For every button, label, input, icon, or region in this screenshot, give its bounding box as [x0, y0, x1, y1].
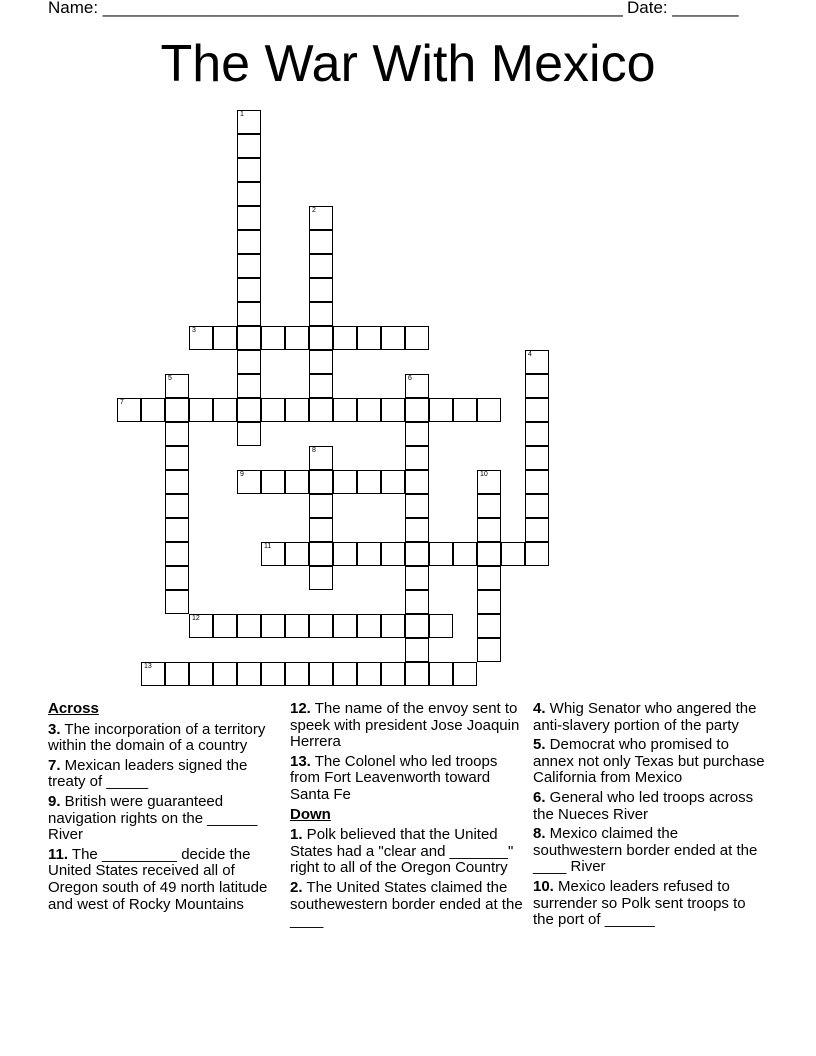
clue-number: 5 [168, 375, 172, 382]
crossword-cell[interactable] [285, 542, 309, 566]
crossword-cell[interactable] [309, 542, 333, 566]
crossword-cell[interactable] [405, 326, 429, 350]
crossword-cell[interactable] [165, 566, 189, 590]
crossword-cell[interactable] [357, 614, 381, 638]
clue-number-label: 5. [533, 736, 546, 754]
crossword-cell[interactable] [237, 182, 261, 206]
crossword-cell[interactable] [333, 470, 357, 494]
crossword-cell[interactable] [477, 470, 501, 494]
clue-text: The name of the envoy sent to speek with president Jose Joaquin Herrera [290, 700, 520, 751]
crossword-cell[interactable] [165, 374, 189, 398]
crossword-cell[interactable] [237, 398, 261, 422]
crossword-cell[interactable] [477, 638, 501, 662]
crossword-cell[interactable] [309, 566, 333, 590]
crossword-cell[interactable] [357, 470, 381, 494]
clue-item [48, 758, 280, 791]
clue-item [533, 737, 765, 787]
crossword-cell[interactable] [237, 374, 261, 398]
crossword-cell[interactable] [405, 542, 429, 566]
clue-item [48, 847, 280, 913]
clue-text: British were guaranteed navigation rights on the ______ River [48, 792, 258, 844]
crossword-cell[interactable] [525, 470, 549, 494]
crossword-cell[interactable] [309, 206, 333, 230]
clue-number-label: 2. [290, 878, 303, 896]
crossword-cell[interactable] [309, 278, 333, 302]
clue-text: The United States claimed the southewestern border ended at the ____ [290, 878, 523, 930]
clues-column-2 [290, 701, 525, 933]
clue-number: 3 [192, 327, 196, 334]
clue-item [533, 790, 765, 823]
crossword-cell[interactable] [237, 134, 261, 158]
crossword-cell[interactable] [333, 542, 357, 566]
page-title: The War With Mexico [160, 35, 656, 93]
crossword-cell[interactable] [381, 542, 405, 566]
crossword-cell[interactable] [309, 374, 333, 398]
crossword-cell[interactable] [237, 662, 261, 686]
clue-text: The _________ decide the United States received all of Oregon south of 49 north latitude and west of Rocky Mountains [48, 845, 268, 913]
clue-number: 4 [528, 351, 532, 358]
crossword-cell[interactable] [237, 110, 261, 134]
crossword-cell[interactable] [237, 470, 261, 494]
crossword-cell[interactable] [357, 542, 381, 566]
crossword-cell[interactable] [405, 638, 429, 662]
name-field[interactable]: Name: _______________________________________________________ [48, 0, 623, 17]
clue-text: Mexico leaders refused to surrender so Polk sent troops to the port of ______ [533, 877, 746, 929]
crossword-cell[interactable] [309, 350, 333, 374]
crossword-cell[interactable] [477, 614, 501, 638]
crossword-cell[interactable] [261, 326, 285, 350]
clue-item [533, 701, 765, 734]
crossword-cell[interactable] [165, 470, 189, 494]
clue-number-label: 1. [290, 826, 303, 844]
clue-number: 8 [312, 447, 316, 454]
crossword-cell[interactable] [525, 518, 549, 542]
crossword-cell[interactable] [165, 518, 189, 542]
clue-item [290, 701, 525, 751]
clue-text: General who led troops across the Nueces River [533, 788, 754, 823]
crossword-cell[interactable] [309, 230, 333, 254]
crossword-cell[interactable] [165, 398, 189, 422]
clue-number: 2 [312, 207, 316, 214]
crossword-cell[interactable] [525, 542, 549, 566]
crossword-cell[interactable] [525, 350, 549, 374]
crossword-cell[interactable] [309, 254, 333, 278]
crossword-cell[interactable] [285, 398, 309, 422]
clues-column-3 [533, 701, 765, 932]
crossword-cell[interactable] [213, 326, 237, 350]
clue-number: 11 [264, 543, 272, 550]
crossword-cell[interactable] [405, 470, 429, 494]
crossword-cell[interactable] [333, 398, 357, 422]
crossword-cell[interactable] [165, 662, 189, 686]
crossword-cell[interactable] [309, 446, 333, 470]
crossword-cell[interactable] [477, 566, 501, 590]
crossword-cell[interactable] [357, 398, 381, 422]
clue-text: Mexico claimed the southwestern border ended at the ____ River [533, 825, 758, 876]
crossword-cell[interactable] [429, 542, 453, 566]
clue-item [533, 826, 765, 876]
crossword-cell[interactable] [405, 398, 429, 422]
crossword-cell[interactable] [213, 398, 237, 422]
crossword-cell[interactable] [141, 398, 165, 422]
clue-number-label: 11. [48, 845, 69, 863]
crossword-cell[interactable] [525, 494, 549, 518]
crossword-cell[interactable] [453, 542, 477, 566]
crossword-cell[interactable] [309, 614, 333, 638]
clue-item [290, 754, 525, 804]
clue-number: 6 [408, 375, 412, 382]
crossword-cell[interactable] [213, 662, 237, 686]
section-heading-down: Down [290, 805, 331, 823]
crossword-cell[interactable] [309, 470, 333, 494]
clue-text: Mexican leaders signed the treaty of _____ [48, 756, 248, 791]
section-heading-across: Across [48, 700, 99, 717]
crossword-cell[interactable] [453, 398, 477, 422]
clue-number: 9 [240, 471, 244, 478]
crossword-cell[interactable] [525, 398, 549, 422]
clue-number-label: 12. [290, 700, 311, 717]
crossword-cell[interactable] [237, 614, 261, 638]
crossword-cell[interactable] [309, 518, 333, 542]
crossword-cell[interactable] [237, 350, 261, 374]
clue-number: 10 [480, 471, 488, 478]
crossword-cell[interactable] [501, 542, 525, 566]
crossword-cell[interactable] [189, 326, 213, 350]
clue-number-label: 8. [533, 825, 546, 843]
clue-number-label: 13. [290, 752, 311, 770]
crossword-cell[interactable] [309, 398, 333, 422]
crossword-cell[interactable] [405, 566, 429, 590]
crossword-cell[interactable] [285, 614, 309, 638]
crossword-cell[interactable] [333, 614, 357, 638]
crossword-cell[interactable] [405, 518, 429, 542]
crossword-cell[interactable] [525, 446, 549, 470]
crossword-cell[interactable] [189, 662, 213, 686]
crossword-cell[interactable] [165, 542, 189, 566]
crossword-cell[interactable] [189, 398, 213, 422]
crossword-cell[interactable] [285, 470, 309, 494]
crossword-cell[interactable] [357, 662, 381, 686]
clue-number: 13 [144, 663, 152, 670]
clue-item [533, 879, 765, 929]
clue-number: 1 [240, 111, 244, 118]
clue-text: Polk believed that the United States had a "clear and _______" right to all of the Oregon Country [290, 826, 514, 877]
crossword-cell[interactable] [237, 158, 261, 182]
clue-text: Democrat who promised to annex not only Texas but purchase California from Mexico [533, 736, 765, 787]
crossword-cell[interactable] [429, 398, 453, 422]
crossword-cell[interactable] [309, 326, 333, 350]
crossword-cell[interactable] [525, 422, 549, 446]
clue-number: 7 [120, 399, 124, 406]
clue-number-label: 6. [533, 788, 546, 806]
crossword-cell[interactable] [237, 278, 261, 302]
clue-number-label: 10. [533, 877, 554, 895]
crossword-cell[interactable] [261, 398, 285, 422]
crossword-cell[interactable] [141, 662, 165, 686]
crossword-cell[interactable] [165, 494, 189, 518]
crossword-cell[interactable] [357, 326, 381, 350]
clue-number: 12 [192, 615, 200, 622]
crossword-cell[interactable] [237, 230, 261, 254]
clue-text: The incorporation of a territory within the domain of a country [48, 720, 266, 755]
date-field[interactable]: Date: _______ [627, 0, 739, 17]
crossword-cell[interactable] [525, 374, 549, 398]
crossword-cell[interactable] [477, 494, 501, 518]
crossword-cell[interactable] [237, 206, 261, 230]
clue-number-label: 4. [533, 700, 546, 717]
crossword-cell[interactable] [477, 518, 501, 542]
crossword-cell[interactable] [237, 422, 261, 446]
crossword-cell[interactable] [405, 662, 429, 686]
crossword-cell[interactable] [165, 590, 189, 614]
crossword-cell[interactable] [117, 398, 141, 422]
crossword-cell[interactable] [381, 662, 405, 686]
clue-item [290, 827, 525, 877]
crossword-cell[interactable] [189, 614, 213, 638]
clue-text: The Colonel who led troops from Fort Leavenworth toward Santa Fe [290, 752, 498, 803]
crossword-cell[interactable] [309, 494, 333, 518]
clue-number-label: 7. [48, 756, 61, 774]
crossword-cell[interactable] [477, 398, 501, 422]
clues-column-1 [48, 701, 280, 916]
crossword-cell[interactable] [405, 422, 429, 446]
crossword-cell[interactable] [333, 326, 357, 350]
crossword-cell[interactable] [477, 590, 501, 614]
crossword-cell[interactable] [285, 662, 309, 686]
crossword-cell[interactable] [381, 398, 405, 422]
crossword-cell[interactable] [261, 614, 285, 638]
clue-item [290, 880, 525, 930]
clue-number-label: 3. [48, 720, 61, 738]
clue-number-label: 9. [48, 792, 61, 810]
crossword-cell[interactable] [237, 302, 261, 326]
crossword-cell[interactable] [165, 446, 189, 470]
clue-item [48, 794, 280, 844]
crossword-cell[interactable] [213, 614, 237, 638]
crossword-cell[interactable] [429, 614, 453, 638]
crossword-cell[interactable] [309, 302, 333, 326]
crossword-cell[interactable] [165, 422, 189, 446]
crossword-cell[interactable] [309, 662, 333, 686]
crossword-cell[interactable] [405, 590, 429, 614]
crossword-cell[interactable] [405, 374, 429, 398]
crossword-cell[interactable] [453, 662, 477, 686]
crossword-cell[interactable] [381, 326, 405, 350]
crossword-cell[interactable] [285, 326, 309, 350]
crossword-cell[interactable] [261, 662, 285, 686]
crossword-cell[interactable] [405, 494, 429, 518]
crossword-cell[interactable] [237, 254, 261, 278]
crossword-cell[interactable] [405, 614, 429, 638]
crossword-cell[interactable] [381, 470, 405, 494]
crossword-cell[interactable] [261, 542, 285, 566]
crossword-cell[interactable] [261, 470, 285, 494]
clue-item [48, 722, 280, 755]
clue-text: Whig Senator who angered the anti-slavery portion of the party [533, 700, 757, 734]
crossword-cell[interactable] [381, 614, 405, 638]
crossword-cell[interactable] [405, 446, 429, 470]
crossword-cell[interactable] [237, 326, 261, 350]
crossword-cell[interactable] [333, 662, 357, 686]
crossword-cell[interactable] [429, 662, 453, 686]
crossword-cell[interactable] [477, 542, 501, 566]
